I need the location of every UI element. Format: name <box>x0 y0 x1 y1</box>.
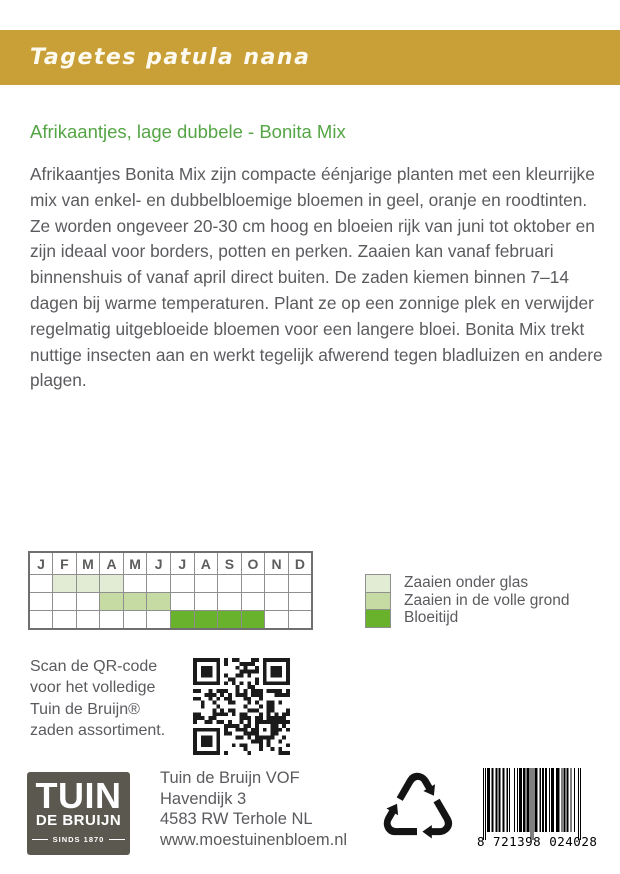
botanical-name: Tagetes patula nana <box>30 45 311 70</box>
qr-instruction-line: Tuin de Bruijn® <box>30 700 140 718</box>
calendar-month-2: F <box>53 552 77 575</box>
calendar-cell <box>76 593 100 611</box>
calendar-cell <box>265 593 289 611</box>
calendar-cell <box>123 611 147 630</box>
logo-brand-name: TUIN <box>35 775 122 816</box>
address-line: www.moestuinenbloem.nl <box>160 830 348 849</box>
legend-label: Bloeitijd <box>404 609 459 627</box>
calendar-cell <box>265 611 289 630</box>
calendar-cell <box>29 611 53 630</box>
calendar-cell <box>147 593 171 611</box>
barcode-digits: 8 721398 024028 <box>477 834 598 849</box>
calendar-month-7: J <box>170 552 194 575</box>
calendar-cell <box>170 593 194 611</box>
calendar-cell <box>194 593 218 611</box>
calendar-month-8: A <box>194 552 218 575</box>
legend-item <box>365 592 569 611</box>
qr-instruction-line: Scan de QR-code <box>30 658 158 675</box>
calendar-month-12: D <box>288 552 312 575</box>
calendar-cell <box>170 575 194 593</box>
calendar-cell <box>100 611 124 630</box>
variety-title: Afrikaantjes, lage dubbele - Bonita Mix <box>30 121 346 142</box>
ean-barcode <box>477 768 598 849</box>
calendar-cell <box>288 575 312 593</box>
address-line: 4583 RW Terhole NL <box>160 810 313 829</box>
calendar-cell <box>194 611 218 630</box>
calendar-cell <box>218 593 242 611</box>
calendar-cell <box>288 611 312 630</box>
calendar-row <box>29 611 312 630</box>
calendar-cell <box>123 575 147 593</box>
calendar-month-1: J <box>29 552 53 575</box>
legend-item <box>365 574 569 593</box>
calendar-cell <box>53 593 77 611</box>
calendar-cell <box>29 575 53 593</box>
calendar-cell <box>147 575 171 593</box>
calendar-month-11: N <box>265 552 289 575</box>
legend-label: Zaaien onder glas <box>404 574 529 592</box>
brand-logo <box>27 772 130 855</box>
calendar-cell <box>218 611 242 630</box>
company-address <box>160 768 347 850</box>
legend-swatch <box>365 574 391 593</box>
logo-rule-right <box>109 839 125 841</box>
calendar-month-9: S <box>218 552 242 575</box>
calendar-body <box>29 575 312 630</box>
legend-swatch <box>365 592 391 611</box>
legend-label: Zaaien in de volle grond <box>404 591 570 609</box>
barcode-bars <box>483 768 581 840</box>
calendar-row <box>29 575 312 593</box>
logo-brand-subname: DE BRUIJN <box>35 812 122 829</box>
calendar-cell <box>194 575 218 593</box>
logo-tagline-text: SINDS 1870 <box>52 835 105 844</box>
calendar-row <box>29 593 312 611</box>
calendar-legend <box>365 574 569 628</box>
calendar-cell <box>29 593 53 611</box>
calendar-cell <box>100 575 124 593</box>
description-text: Afrikaantjes Bonita Mix zijn compacte éénjarige planten met een kleurrijke mix van enkel- en dubbelbloemige bloemen in geel, oranje en roodtinten. Ze worden ongeveer 20-30 cm hoog en bloeien rijk van juni tot oktober en zijn ideaal voor borders, potten en perken. Zaaien kan vanaf februari binnenshuis of vanaf april direct buiten. De zaden kiemen binnen 7–14 dagen bij warme temperaturen. Plant ze op een zonnige plek en verwijder regelmatig uitgebloeide bloemen voor een langere bloei. Bonita Mix trekt nuttige insecten aan en werkt tegelijk afwerend tegen bladluizen en andere plagen. <box>30 164 603 391</box>
logo-tagline <box>27 835 130 844</box>
calendar-cell <box>123 593 147 611</box>
qr-code <box>193 658 290 755</box>
calendar-month-6: J <box>147 552 171 575</box>
calendar-cell <box>288 593 312 611</box>
calendar-cell <box>170 611 194 630</box>
calendar-cell <box>100 593 124 611</box>
calendar-month-header <box>29 552 312 575</box>
calendar-cell <box>53 575 77 593</box>
qr-instruction <box>30 656 165 741</box>
logo-rule-left <box>32 839 48 841</box>
qr-instruction-line: voor het volledige <box>30 679 156 697</box>
calendar-cell <box>76 611 100 630</box>
calendar-cell <box>53 611 77 630</box>
calendar-cell <box>241 611 265 630</box>
legend-swatch <box>365 609 391 628</box>
calendar-month-3: M <box>76 552 100 575</box>
qr-instruction-line: zaden assortiment. <box>30 721 166 739</box>
calendar-cell <box>265 575 289 593</box>
calendar-cell <box>147 611 171 630</box>
address-line: Tuin de Bruijn VOF <box>160 769 300 787</box>
calendar-cell <box>218 575 242 593</box>
header-bar <box>0 30 620 85</box>
calendar-cell <box>76 575 100 593</box>
calendar-month-10: O <box>241 552 265 575</box>
calendar-month-5: M <box>123 552 147 575</box>
calendar-cell <box>241 593 265 611</box>
sowing-calendar <box>28 551 313 630</box>
calendar-cell <box>241 575 265 593</box>
legend-item <box>365 609 569 628</box>
address-line: Havendijk 3 <box>160 789 247 808</box>
calendar-month-4: A <box>100 552 124 575</box>
recycle-icon: ♺ <box>376 755 460 862</box>
